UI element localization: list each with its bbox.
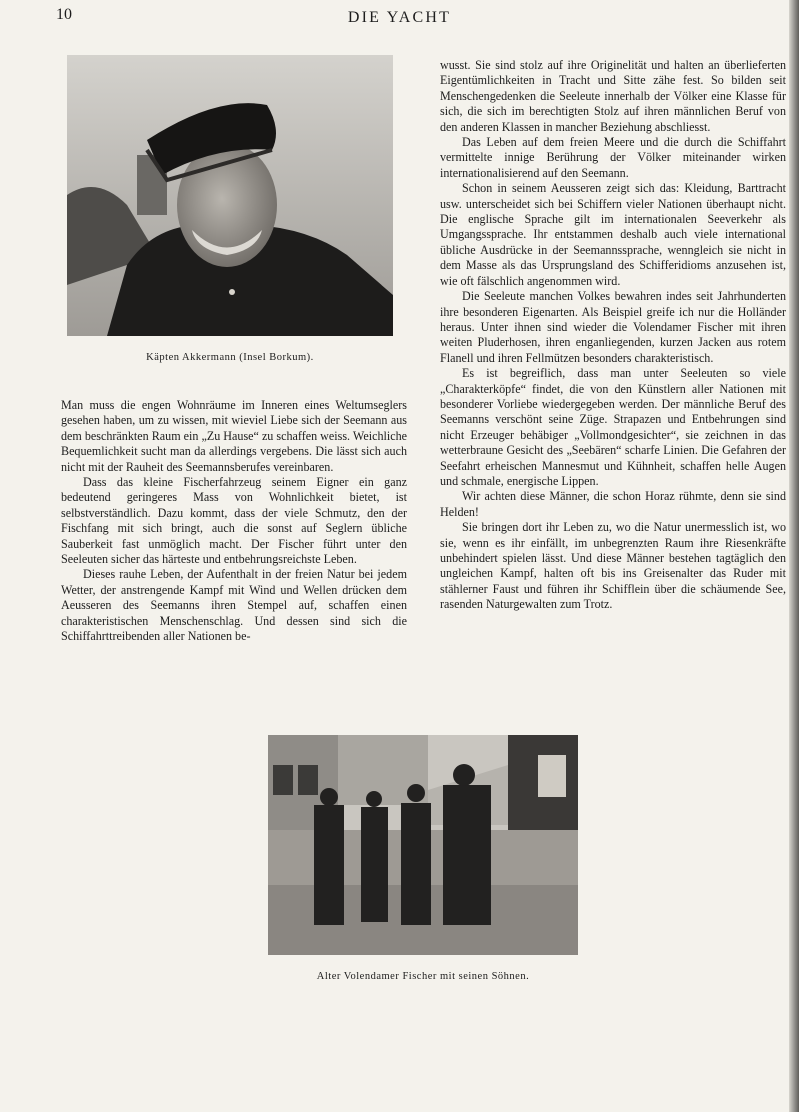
fishermen-caption: Alter Volendamer Fischer mit seinen Söhnen. bbox=[316, 971, 530, 982]
page-number: 10 bbox=[56, 6, 72, 23]
paragraph: Sie bringen dort ihr Leben zu, wo die Natur unermesslich ist, wo sie, wenn es ihr einfällt, im unbegrenzten Raum ihre Riesenkräfte unbehindert spielen lässt. Und diese Männer bestehen tagtäglich den ungleichen Kampf, halten oft bis ins Greisenalter das Ruder mit stählerner Faust und führen ihr Schifflein über die schäumende See, rasenden Naturgewalten zum Trotz. bbox=[440, 520, 786, 612]
fishermen-photo bbox=[268, 735, 578, 955]
page-edge-shadow bbox=[789, 0, 799, 1112]
paragraph: Die Seeleute manchen Volkes bewahren indes seit Jahrhunderten ihre besonderen Eigenarten. Als Beispiel greife ich nur die Holländer heraus. Unter ihnen sind wieder die Volendamer Fischer mit ihren weiten Pluderhosen, ihren enganliegenden, kurzen Jacken aus rotem Flanell und ihren Fellmützen besonders charakteristisch. bbox=[440, 289, 786, 365]
paragraph: Man muss die engen Wohnräume im Inneren eines Weltumseglers gesehen haben, um zu wissen, mit wieviel Liebe sich der Seemann aus dem beschränkten Raum ein „Zu Hause“ zu schaffen weiss. Weichliche Bequemlichkeit sucht man da allerdings vergebens. Die lässt sich auch nicht mit der Rauheit des Seemannsberufes vereinbaren. bbox=[61, 398, 407, 474]
running-head: DIE YACHT bbox=[347, 9, 452, 26]
paragraph: Dieses rauhe Leben, der Aufenthalt in der freien Natur bei jedem Wetter, der anstrengende Kampf mit Wind und Wellen drücken dem Aeusseren des Seemanns ihren Stempel auf, schaffen einen charakteristischen Menschenschlag. Und dessen sind sich die Schiffahrttreibenden aller Nationen be- bbox=[61, 567, 407, 644]
right-text-column bbox=[440, 58, 786, 613]
portrait-caption: Käpten Akkermann (Insel Borkum). bbox=[146, 352, 314, 363]
paragraph: Dass das kleine Fischerfahrzeug seinem Eigner ein ganz bedeutend geringeres Mass von Wohnlichkeit bietet, ist selbstverständlich. Dazu kommt, dass der viele Schmutz, den der Fischfang mit sich bringt, auch die sonst auf Seglern übliche Sauberkeit fast unmöglich macht. Der Fischer führt unter den Seeleuten sicher das härteste und entbehrungsreichste Leben. bbox=[61, 475, 407, 567]
paragraph: Wir achten diese Männer, die schon Horaz rühmte, denn sie sind Helden! bbox=[440, 489, 786, 519]
paragraph: wusst. Sie sind stolz auf ihre Originelität und halten an überlieferten Eigentümlichkeiten in Tracht und Sitte zähe fest. So bilden seit Menschengedenken die Seeleute innerhalb der Völker eine Klasse für sich, die sich im berechtigten Stolz auf ihren männlichen Beruf von den anderen Klassen in mancher Beziehung abschliesst. bbox=[440, 58, 786, 134]
portrait-photo bbox=[67, 55, 393, 336]
paragraph: Das Leben auf dem freien Meere und die durch die Schiffahrt vermittelte innige Berührung der Völker miteinander wirken internationalisierend auf den Seemann. bbox=[440, 135, 786, 180]
left-text-column bbox=[61, 398, 407, 645]
paragraph: Schon in seinem Aeusseren zeigt sich das: Kleidung, Barttracht usw. unterscheidet sich bei Schiffern vieler Nationen überhaupt nicht. Die englische Sprache gilt im internationalen Seeverkehr als Umgangssprache. Ihr entstammen deshalb auch viele international übliche Ausdrücke in der Seemannssprache, wenngleich sie nicht in dem Masse als das Ursprungsland des Schifferidioms anzusehen ist, wie oft fälschlich angenommen wird. bbox=[440, 181, 786, 288]
paragraph: Es ist begreiflich, dass man unter Seeleuten so viele „Charakterköpfe“ findet, die von den Künstlern aller Nationen mit besonderer Vorliebe wiedergegeben werden. Der männliche Beruf des Seemanns verschönt seine Züge. Strapazen und Entbehrungen sind nicht Erzeuger behäbiger „Vollmondgesichter“, sie zeichnen in das wetterbraune Gesicht des „Seebären“ scharfe Linien. Die Gefahren der Seefahrt erheischen Mannesmut und Kühnheit, schaffen helle Augen und schmale, energische Lippen. bbox=[440, 366, 786, 488]
